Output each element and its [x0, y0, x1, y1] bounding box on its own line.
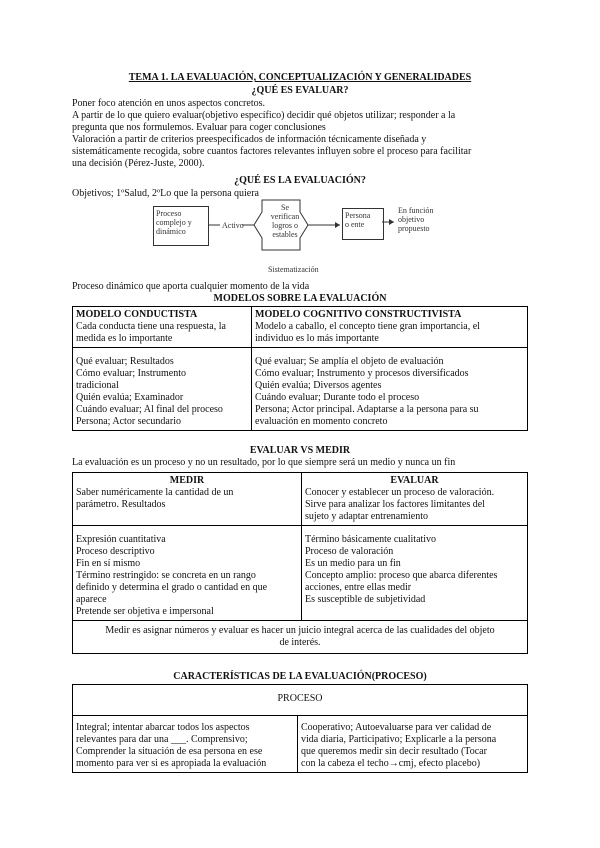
objectives-line: Objetivos; 1ºSalud, 2ºLo que la persona quiera: [72, 188, 259, 199]
cell-text: Integral; intentar abarcar todos los aspectos: [76, 722, 250, 733]
cell-text: con la cabeza el techo→cmj, efecto placebo): [301, 758, 481, 769]
table-row: [73, 685, 528, 716]
table-cell: [73, 685, 528, 716]
cell-text: tradicional: [76, 380, 119, 391]
column-title: MEDIR: [169, 475, 205, 486]
text-line: pregunta que nos formulemos. Evaluar para coger conclusiones: [72, 122, 326, 133]
diagram-text: Se: [281, 203, 289, 212]
cell-text: medida es lo importante: [76, 333, 173, 344]
diagram-text: Proceso: [156, 209, 182, 218]
cell-text: Cómo evaluar; Instrumento y procesos diversificados: [255, 368, 469, 379]
table-row: [73, 621, 528, 654]
table-row: [73, 348, 528, 431]
table-row: [73, 473, 528, 526]
cell-text: individuo es lo más importante: [255, 333, 379, 344]
cell-text: Medir es asignar números y evaluar es hacer un juicio integral acerca de las cualidades del objeto: [105, 625, 495, 636]
cell-text: de interés.: [279, 637, 321, 648]
table-row: [73, 307, 528, 348]
cell-text: Modelo a caballo, el concepto tiene gran importancia, el: [255, 321, 480, 332]
cell-text: Cooperativo; Autoevaluarse para ver calidad de: [301, 722, 492, 733]
cell-text: Expresión cuantitativa: [76, 534, 166, 545]
table-cell: [73, 526, 302, 621]
arrow-head-icon: [335, 222, 340, 228]
cell-text: Quién evalúa; Examinador: [76, 392, 184, 403]
column-title: MODELO COGNITIVO CONSTRUCTIVISTA: [255, 309, 462, 320]
diagram-label-activo: Activo: [222, 221, 244, 230]
text-line: sistemáticamente recogida, sobre cuantos factores relevantes influyen sobre el proceso para facilitar: [72, 146, 472, 157]
cell-text: Es susceptible de subjetividad: [305, 594, 426, 605]
diagram-box-persona: [342, 208, 384, 240]
column-title: EVALUAR: [390, 475, 439, 486]
table-cell: [73, 473, 302, 526]
cell-text: acciones, entre ellas medir: [305, 582, 412, 593]
column-title: MODELO CONDUCTISTA: [76, 309, 198, 320]
table-cell: [73, 621, 528, 654]
table-title: PROCESO: [277, 693, 323, 704]
cell-text: Quién evalúa; Diversos agentes: [255, 380, 382, 391]
cell-text: aparece: [76, 594, 107, 605]
text-line: una decisión (Pérez-Juste, 2000).: [72, 158, 205, 169]
section-heading-que-es-evaluar: ¿QUÉ ES EVALUAR?: [251, 85, 349, 96]
text-line: A partir de lo que quiero evaluar(objetivo específico) decidir qué objetos utilizar; responder a la: [72, 110, 456, 121]
section-heading-que-es-la-evaluacion: ¿QUÉ ES LA EVALUACIÓN?: [234, 175, 366, 186]
cell-text: Conocer y establecer un proceso de valoración.: [305, 487, 495, 498]
evaluar-intro: La evaluación es un proceso y no un resultado, por lo que siempre será un medio y nunca un fin: [72, 457, 456, 468]
table-cell: [298, 716, 528, 773]
cell-text: Cómo evaluar; Instrumento: [76, 368, 186, 379]
document-title: TEMA 1. LA EVALUACIÓN, CONCEPTUALIZACIÓN Y GENERALIDADES: [128, 72, 472, 83]
diagram-text: En función: [398, 206, 434, 215]
cell-text: Sirve para analizar los factores limitantes del: [305, 499, 485, 510]
cell-text: evaluación en momento concreto: [255, 416, 388, 427]
text-line: Valoración a partir de criterios preespecificados de información técnicamente diseñada y: [72, 134, 427, 145]
cell-text: Fin en sí mismo: [76, 558, 141, 569]
cell-text: que queremos medir sin decir resultado (Tocar: [301, 746, 487, 757]
diagram-text: logros o: [272, 221, 298, 230]
cell-text: Proceso de valoración: [305, 546, 394, 557]
cell-text: Cada conducta tiene una respuesta, la: [76, 321, 226, 332]
table-cell: [73, 307, 252, 348]
diagram-text: dinámico: [156, 227, 186, 236]
diagram-text: verifican: [270, 212, 300, 221]
diagram-text: Persona: [345, 211, 371, 220]
diagram-text: estables: [272, 230, 298, 239]
table-cell: [252, 348, 528, 431]
cell-text: momento para ver si es apropiada la evaluación: [76, 758, 267, 769]
table-row: [73, 716, 528, 773]
cell-text: Término restringido: se concreta en un rango: [76, 570, 256, 581]
diagram-text: complejo y: [156, 218, 192, 227]
models-table: [72, 306, 528, 431]
cell-text: Concepto amplio: proceso que abarca diferentes: [305, 570, 498, 581]
table-cell: [302, 526, 528, 621]
cell-text: Cuándo evaluar; Durante todo el proceso: [255, 392, 420, 403]
cell-text: Es un medio para un fin: [305, 558, 401, 569]
arrow-head-icon: [389, 219, 394, 225]
text-line: Poner foco atención en unos aspectos concretos.: [72, 98, 265, 109]
cell-text: Término básicamente cualitativo: [305, 534, 437, 545]
table-cell: [73, 716, 298, 773]
cell-text: Persona; Actor secundario: [76, 416, 181, 427]
table-cell: [302, 473, 528, 526]
cell-text: Qué evaluar; Se amplía el objeto de evaluación: [255, 356, 444, 367]
diagram-text: objetivo: [398, 215, 425, 224]
process-line: Proceso dinámico que aporta cualquier momento de la vida: [72, 281, 310, 292]
cell-text: definido y determina el grado o cantidad en que: [76, 582, 268, 593]
cell-text: Qué evaluar; Resultados: [76, 356, 174, 367]
cell-text: Proceso descriptivo: [76, 546, 155, 557]
cell-text: parámetro. Resultados: [76, 499, 166, 510]
cell-text: Saber numéricamente la cantidad de un: [76, 487, 234, 498]
section-heading-modelos: MODELOS SOBRE LA EVALUACIÓN: [213, 293, 387, 304]
cell-text: sujeto y adaptar entrenamiento: [305, 511, 429, 522]
section1-text: [72, 98, 512, 170]
diagram-text: o ente: [345, 220, 365, 229]
diagram-center-text: [268, 203, 302, 239]
table-cell: [252, 307, 528, 348]
cell-text: vida diaria, Participativo; Explicarle a la persona: [301, 734, 497, 745]
diagram-caption: Sistematización: [268, 265, 319, 274]
cell-text: Persona; Actor principal. Adaptarse a la persona para su: [255, 404, 479, 415]
cell-text: Cuándo evaluar; Al final del proceso: [76, 404, 223, 415]
cell-text: Pretende ser objetiva e impersonal: [76, 606, 214, 617]
section-heading-caracteristicas: CARACTERÍSTICAS DE LA EVALUACIÓN(PROCESO): [173, 671, 427, 682]
evaluation-diagram: [150, 198, 434, 278]
table-cell: [73, 348, 252, 431]
cell-text: Comprender la situación de esa persona en ese: [76, 746, 263, 757]
medir-evaluar-table: [72, 472, 528, 654]
section-heading-evaluar-vs-medir: EVALUAR VS MEDIR: [249, 445, 351, 456]
table-row: [73, 526, 528, 621]
cell-text: relevantes para dar una ___. Comprensivo;: [76, 734, 248, 745]
caracteristicas-table: [72, 684, 528, 773]
diagram-box-funcion: [396, 204, 446, 240]
diagram-text: propuesto: [398, 224, 430, 233]
